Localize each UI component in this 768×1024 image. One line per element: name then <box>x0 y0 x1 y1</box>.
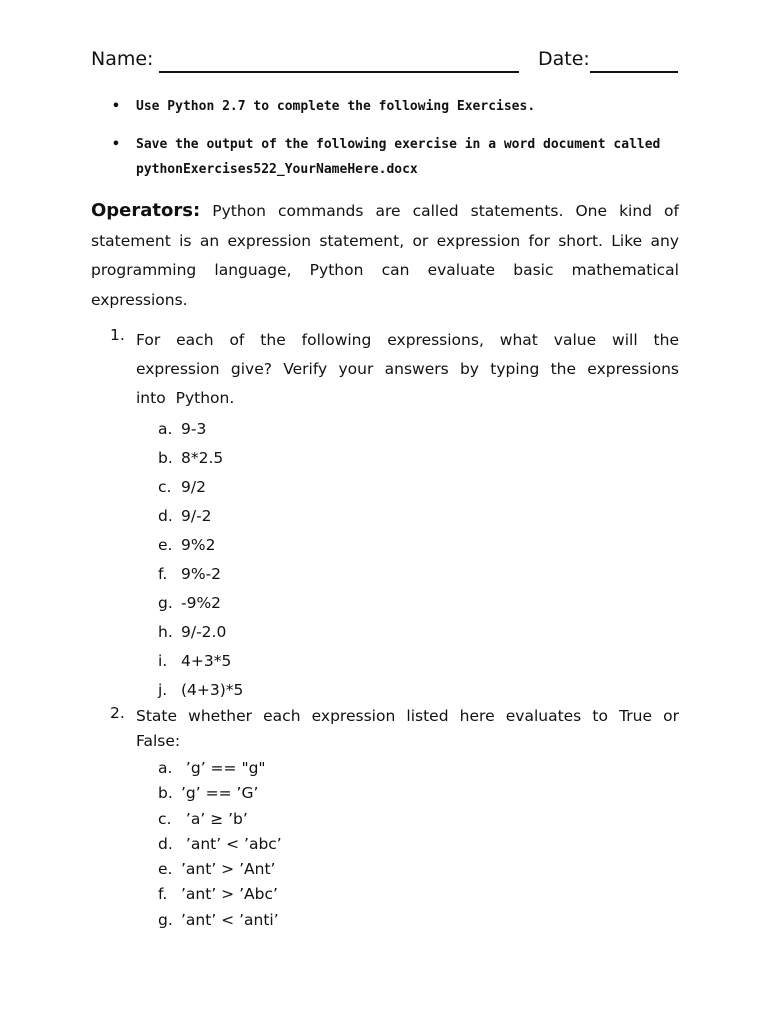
expression-item <box>158 415 243 444</box>
item-text: (4+3)*5 <box>181 681 244 699</box>
name-label: Name: <box>91 48 154 70</box>
expression-item <box>158 908 282 933</box>
expression-item <box>158 756 282 781</box>
item-text: ’g’ == "g" <box>181 759 266 777</box>
item-text: 9/-2 <box>181 507 212 525</box>
expression-item <box>158 647 243 676</box>
item-text: 9-3 <box>181 420 207 438</box>
expression-item <box>158 807 282 832</box>
expression-item <box>158 531 243 560</box>
bullet-icon: • <box>112 99 120 114</box>
item-text: 9%-2 <box>181 565 222 583</box>
operators-heading: Operators: <box>91 200 201 221</box>
item-letter: d. <box>158 507 173 525</box>
instruction-item <box>112 94 682 119</box>
item-text: ’ant’ > ’Ant’ <box>181 860 276 879</box>
item-letter: c. <box>158 809 172 828</box>
item-text: -9%2 <box>181 594 222 612</box>
item-letter: e. <box>158 860 173 879</box>
instruction-item <box>112 132 682 182</box>
item-text: 8*2.5 <box>181 449 224 467</box>
instruction-text: Use Python 2.7 to complete the following Exercises. <box>136 99 536 114</box>
item-letter: d. <box>158 834 173 853</box>
instruction-text: Save the output of the following exercise in a word document called pythonExercises522_YourNameHere.docx <box>136 137 661 177</box>
name-field-line[interactable] <box>159 71 519 73</box>
item-letter: f. <box>158 565 168 583</box>
question-number: 2. <box>110 704 125 722</box>
item-letter: b. <box>158 784 173 803</box>
item-text: 9/-2.0 <box>181 623 227 641</box>
question-number: 1. <box>110 326 125 344</box>
item-text: ’ant’ < ’anti’ <box>181 910 279 929</box>
item-text: ’ant’ > ’Abc’ <box>181 885 278 904</box>
bullet-icon: • <box>112 137 120 152</box>
item-text: 9%2 <box>181 536 216 554</box>
expression-item <box>158 560 243 589</box>
operators-text: Python commands are called statements. One kind of statement is an expression statement, or expression for short. Like any programming language, Python can evaluate basic mathematical expressions. <box>91 202 679 309</box>
item-letter: h. <box>158 623 173 641</box>
question-text: For each of the following expressions, what value will the expression give? Verify your answers by typing the expressions into Python. <box>136 331 679 408</box>
item-letter: f. <box>158 885 168 904</box>
item-letter: i. <box>158 652 168 670</box>
expression-item <box>158 444 243 473</box>
item-text: ’ant’ < ’abc’ <box>181 834 282 853</box>
question-1-expressions <box>158 415 243 705</box>
item-letter: a. <box>158 759 173 777</box>
item-letter: e. <box>158 536 173 554</box>
expression-item <box>158 832 282 857</box>
item-letter: c. <box>158 478 172 496</box>
expression-item <box>158 473 243 502</box>
item-letter: g. <box>158 910 173 929</box>
expression-item <box>158 618 243 647</box>
expression-item <box>158 882 282 907</box>
date-label: Date: <box>538 48 590 70</box>
item-text: ’g’ == ’G’ <box>181 784 259 803</box>
expression-item <box>158 781 282 806</box>
question-2-expressions <box>158 756 282 933</box>
question-2 <box>91 704 679 754</box>
expression-item <box>158 857 282 882</box>
item-letter: b. <box>158 449 173 467</box>
instructions-list <box>112 94 682 182</box>
expression-item <box>158 676 243 705</box>
item-text: ’a’ ≥ ’b’ <box>181 809 248 828</box>
item-letter: a. <box>158 420 173 438</box>
item-text: 4+3*5 <box>181 652 232 670</box>
question-text: State whether each expression listed here evaluates to True or False: <box>136 707 679 750</box>
item-letter: g. <box>158 594 173 612</box>
expression-item <box>158 589 243 618</box>
question-1 <box>91 326 679 414</box>
worksheet-header <box>91 48 681 76</box>
operators-intro <box>91 196 679 315</box>
item-text: 9/2 <box>181 478 206 496</box>
item-letter: j. <box>158 681 168 699</box>
date-field-line[interactable] <box>590 71 678 73</box>
expression-item <box>158 502 243 531</box>
